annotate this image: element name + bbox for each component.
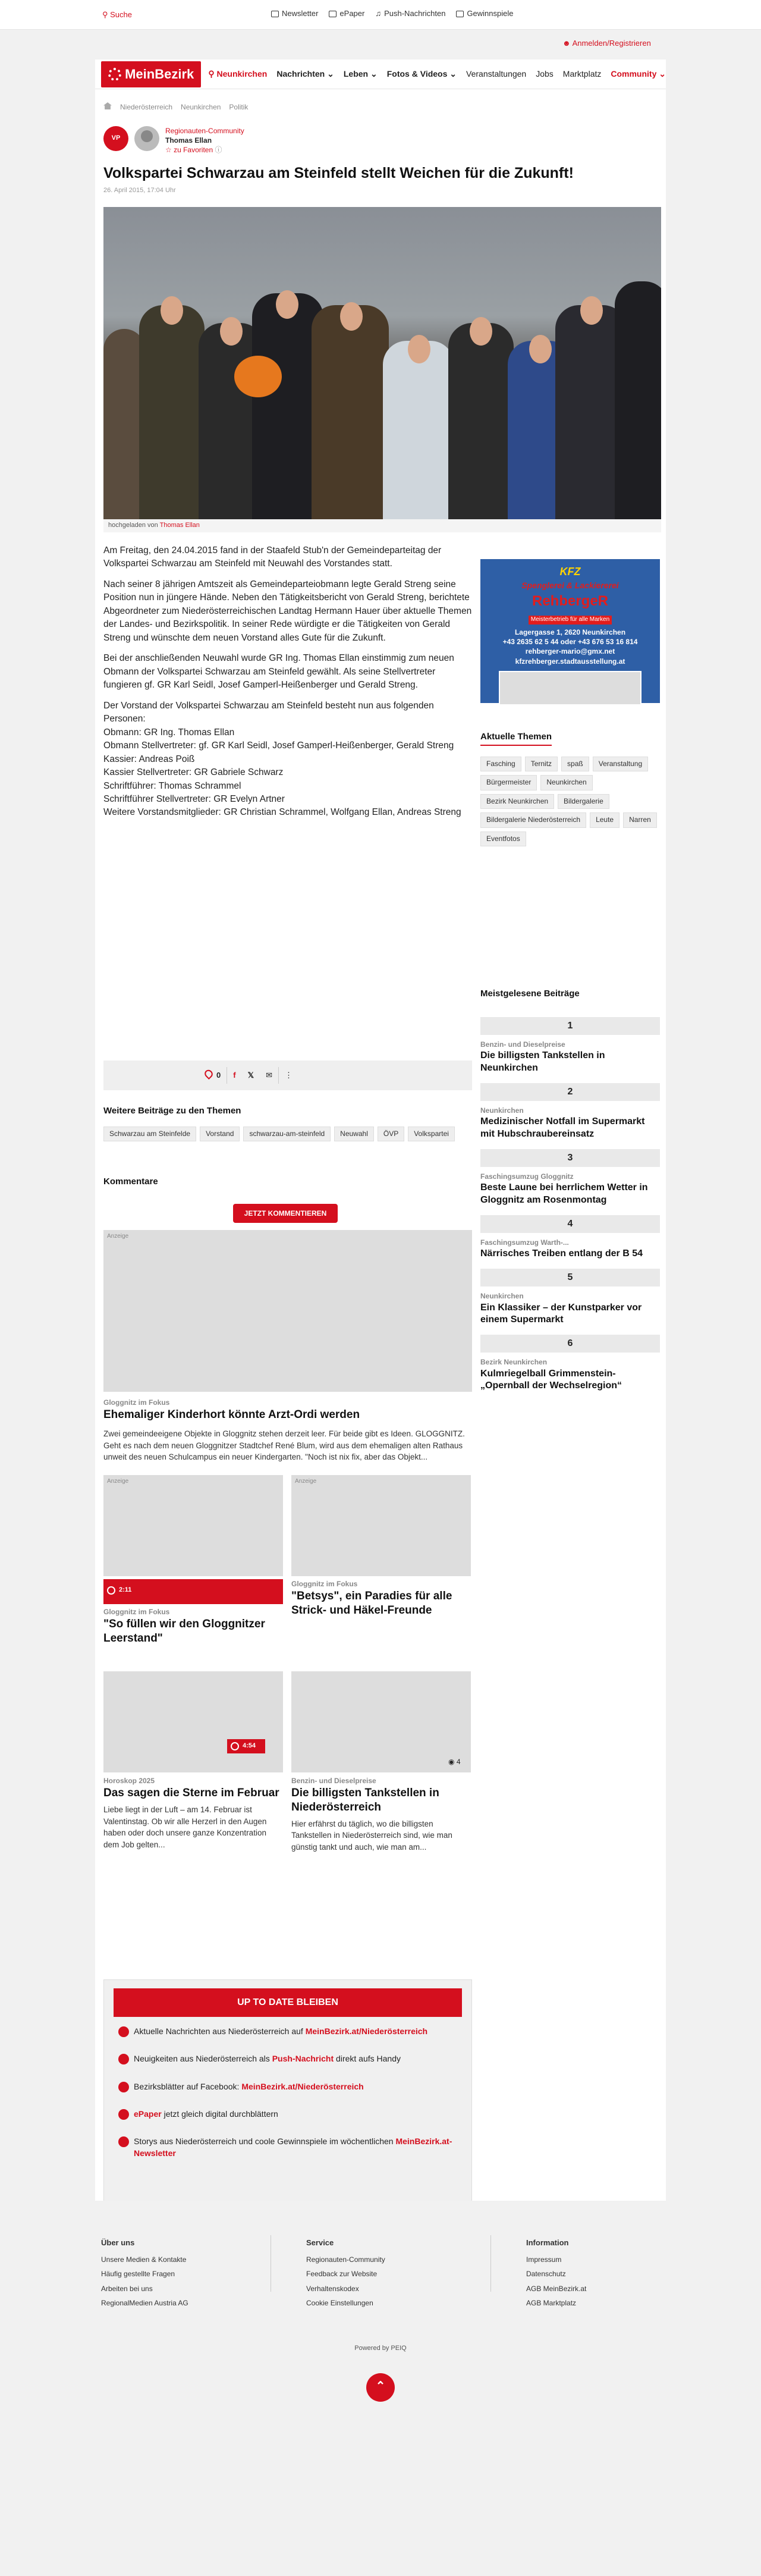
popular-item[interactable]: 6 Bezirk Neunkirchen Kulmriegelball Grimmenstein-„Opernball der Wechselregion“ [480,1335,660,1392]
like-button[interactable]: 0 [199,1070,227,1081]
popular-item[interactable]: 1 Benzin- und Dieselpreise Die billigsten Tankstellen in Neunkirchen [480,1017,660,1075]
article-date: 26. April 2015, 17:04 Uhr [103,187,176,194]
ad-photo [499,671,641,705]
nav-community[interactable]: Community ⌄ [611,69,666,79]
footer [0,2201,761,2576]
newsletter-link[interactable]: Newsletter [271,8,318,20]
party-logo: VP [103,126,128,151]
image-caption: hochgeladen von Thomas Ellan [103,519,661,532]
footer-link[interactable]: Impressum [526,2255,562,2264]
info-icon: ⓘ [215,146,222,155]
nav-jobs[interactable]: Jobs [536,69,554,79]
footer-col-service: Service Regionauten-Community Feedback zur Website Verhaltenskodex Cookie Einstellungen [306,2235,385,2311]
footer-link[interactable]: Regionauten-Community [306,2255,385,2264]
footer-link[interactable]: AGB MeinBezirk.at [526,2284,587,2293]
breadcrumb [103,102,248,112]
footer-link[interactable]: Unsere Medien & Kontakte [101,2255,187,2264]
main-nav [95,59,666,89]
nav-veranstaltungen[interactable]: Veranstaltungen [466,69,527,79]
chevron-up-icon: ⌃ [375,2380,386,2393]
topics-heading: Aktuelle Themen [480,730,552,746]
newsletter-row[interactable]: Aktuelle Nachrichten aus Niederösterreich auf MeinBezirk.at/Niederösterreich [118,2025,457,2037]
video-badge: 2:11 [103,1583,141,1598]
breadcrumb-item[interactable]: Neunkirchen [181,103,221,111]
teaser-card[interactable]: Horoskop 2025 Das sagen die Sterne im Februar Liebe liegt in der Luft – am 14. Februar ist Valentinstag. Ob wir alle Herzerl in den Augen haben oder doch unsere ganze Konzentration dem Job gelten... [103,1777,279,1849]
heart-icon [203,1068,214,1080]
topic-tag[interactable]: Leute [590,812,620,827]
nav-nachrichten[interactable]: Nachrichten ⌄ [276,69,334,79]
ad-slot[interactable]: Anzeige [291,1475,471,1576]
topic-tag[interactable]: spaß [561,757,589,771]
newsletter-row[interactable]: ePaper jetzt gleich digital durchblättern [118,2108,457,2120]
logo[interactable]: MeinBezirk [101,61,201,87]
logo-icon [118,2136,129,2147]
topic-tag[interactable]: Veranstaltung [593,757,648,771]
logo-icon [118,2109,129,2120]
post-tag[interactable]: Schwarzau am Steinfelde [103,1127,196,1141]
avatar[interactable] [134,126,159,151]
topic-tag[interactable]: Fasching [480,757,521,771]
more-posts-tags [103,1127,460,1141]
footer-col-info: Information Impressum Datenschutz AGB MeinBezirk.at AGB Marktplatz [526,2235,586,2311]
footer-col-about: Über uns Unsere Medien & Kontakte Häufig gestellte Fragen Arbeiten bei uns RegionalMedien Austria AG [101,2235,188,2311]
post-tag[interactable]: Neuwahl [334,1127,374,1141]
gift-icon [456,11,464,17]
epaper-link[interactable]: ePaper [329,8,364,20]
play-icon [107,1586,115,1595]
more-posts-heading: Weitere Beiträge zu den Themen [103,1106,241,1116]
topic-tag[interactable]: Eventfotos [480,832,526,846]
popular-item[interactable]: 4 Faschingsumzug Warth-... Närrisches Treiben entlang der B 54 [480,1215,660,1260]
share-bar [103,1060,472,1090]
newsletter-heading: UP TO DATE BLEIBEN [114,1988,462,2017]
ad-slot[interactable]: Anzeige [103,1230,472,1392]
topic-tag[interactable]: Neunkirchen [540,775,592,790]
teaser-card[interactable]: Gloggnitz im Fokus "So füllen wir den Gloggnitzer Leerstand" [103,1608,265,1645]
topic-tag[interactable]: Bezirk Neunkirchen [480,794,554,809]
favorite-button[interactable]: ☆ zu Favoriten ⓘ [165,146,222,155]
nav-fotos-videos[interactable]: Fotos & Videos ⌄ [386,69,457,79]
x-icon[interactable]: 𝕏 [247,1070,254,1080]
teaser-image[interactable] [103,1671,283,1772]
popular-item[interactable]: 2 Neunkirchen Medizinischer Notfall im Supermarkt mit Hubschraubereinsatz [480,1083,660,1141]
topic-tag[interactable]: Bildergalerie Niederösterreich [480,812,586,827]
caption-author-link[interactable]: Thomas Ellan [159,522,200,529]
post-tag[interactable]: schwarzau-am-steinfeld [243,1127,331,1141]
footer-link[interactable]: Häufig gestellte Fragen [101,2270,175,2279]
footer-link[interactable]: Verhaltenskodex [306,2284,359,2293]
camera-icon: ◉ [448,1758,457,1766]
epaper-icon [329,11,337,17]
powered-by[interactable]: Powered by PEIQ [354,2345,407,2352]
play-icon [231,1742,239,1750]
footer-link[interactable]: Cookie Einstellungen [306,2299,373,2308]
video-badge: 4:54 [227,1739,265,1753]
logo-icon [118,2082,129,2092]
post-tag[interactable]: Vorstand [200,1127,240,1141]
location-select[interactable]: ⚲ Neunkirchen [208,69,268,79]
photo-count: ◉ 4 [448,1758,461,1766]
logo-icon [108,68,121,81]
topic-tag[interactable]: Bürgermeister [480,775,537,790]
page-content [95,89,666,2201]
teaser-image[interactable] [291,1671,471,1772]
community-label[interactable]: Regionauten-Community [165,127,244,135]
newsletter-row[interactable]: Neuigkeiten aus Niederösterreich als Push-Nachricht direkt aufs Handy [118,2053,457,2064]
breadcrumb-item[interactable]: Niederösterreich [120,103,173,111]
newsletter-row[interactable]: Bezirksblätter auf Facebook: MeinBezirk.at/Niederösterreich [118,2081,457,2092]
sidebar-ad[interactable]: KFZ Spenglerei & Lackiererei RehbergeR Meisterbetrieb für alle Marken Lagergasse 1, 2620 Neunkirchen +43 2635 62 5 44 oder +43 676 53 16 814 rehberger-mario@gmx.net kfzrehberger.stadtausstellung.at [480,559,660,703]
top-bar [0,0,761,30]
nav-marktplatz[interactable]: Marktplatz [562,69,602,79]
popular-heading: Meistgelesene Beiträge [480,989,580,999]
logo-icon [118,2026,129,2037]
author-name[interactable]: Thomas Ellan [165,136,212,145]
bell-icon: ♫ [375,9,382,18]
top-links [271,8,513,20]
post-tag[interactable]: Volkspartei [408,1127,455,1141]
user-icon: ☻ [562,39,573,48]
logo-icon [118,2054,129,2064]
nav-leben[interactable]: Leben ⌄ [343,69,378,79]
article-paragraph: Am Freitag, den 24.04.2015 fand in der Staafeld Stub'n der Gemeindeparteitag der Volkspartei Schwarzau am Steinfeld mit Neuwahl des Vorstandes statt. [103,545,442,569]
breadcrumb-item[interactable]: Politik [229,103,249,111]
mail-icon [271,11,279,17]
teaser-card[interactable]: Gloggnitz im Fokus Ehemaliger Kinderhort könnte Arzt-Ordi werden Zwei gemeindeeigene Objekte in Gloggnitz stehen derzeit leer. Für beide gibt es Ideen. GLOGGNITZ. Geht es nach dem neuen Gloggnitzer Stadtchef René Blum, wird aus dem ehemaligen alten Rathaus unweit des neuen Schulcampus ein neuer Kindergarten. "Noch ist nix fix, aber das Objekt... [103,1398,465,1462]
footer-link[interactable]: Arbeiten bei uns [101,2284,153,2293]
author-box [103,126,244,155]
footer-link[interactable]: Datenschutz [526,2270,566,2279]
footer-link[interactable]: Feedback zur Website [306,2270,378,2279]
search-link[interactable]: ⚲ Suche [102,10,133,19]
teaser-card[interactable]: Benzin- und Dieselpreise Die billigsten Tankstellen in Niederösterreich Hier erfährst du täglich, wo die billigsten Tankstellen in Niederösterreich sind, wie man günstig tankt und auch, wie man am... [291,1777,452,1852]
teaser-card[interactable]: Gloggnitz im Fokus "Betsys", ein Paradies für alle Strick- und Häkel-Freunde [291,1580,452,1617]
article-title: Volkspartei Schwarzau am Steinfeld stellt Weichen für die Zukunft! [103,165,574,181]
topic-tag[interactable]: Ternitz [525,757,558,771]
newsletter-row[interactable]: Storys aus Niederösterreich und coole Gewinnspiele im wöchentlichen MeinBezirk.at-Newsletter [118,2135,457,2160]
more-options-icon[interactable]: ⋮ [284,1070,293,1080]
ad-slot[interactable]: Anzeige [103,1475,283,1576]
topics-tags [480,757,659,846]
post-tag[interactable]: ÖVP [378,1127,404,1141]
popular-item[interactable]: 3 Faschingsumzug Gloggnitz Beste Laune bei herrlichem Wetter in Gloggnitz am Rosenmontag [480,1149,660,1207]
article-paragraph: Nach seiner 8 jährigen Amtszeit als Gemeindeparteiobmann legte Gerald Streng seine Position nun in jüngere Hände. Neben den Tätigkeitsbericht von Gerald Streng, berichtete Abgeordneter zum Niederösterreichischen Landtag Hermann Hauer über aktuelle Themen der Landes- und Bezirkspolitik. In seiner Rede würdigte er die Tätigkeiten von Gerald Streng und wünschte dem neuen Vorstand alles Gute für die Zukunft. [103,579,472,643]
facebook-icon[interactable]: f [233,1070,236,1080]
push-link[interactable]: ♫ Push-Nachrichten [375,8,445,20]
mail-share-icon[interactable]: ✉ [266,1070,272,1080]
search-icon: ⚲ [102,10,111,19]
topic-tag[interactable]: Bildergalerie [558,794,609,809]
popular-item[interactable]: 5 Neunkirchen Ein Klassiker – der Kunstparker vor einem Supermarkt [480,1269,660,1326]
footer-link[interactable]: RegionalMedien Austria AG [101,2299,188,2308]
topic-tag[interactable]: Narren [623,812,657,827]
star-icon: ☆ [165,146,174,155]
comment-button[interactable]: JETZT KOMMENTIEREN [233,1204,338,1223]
gewinnspiele-link[interactable]: Gewinnspiele [456,8,513,20]
article-body [103,544,472,827]
popular-list [480,1017,660,1401]
article-paragraph: Bei der anschließenden Neuwahl wurde GR Ing. Thomas Ellan einstimmig zum neuen Obmann der Volkspartei Schwarzau am Steinfeld gewählt. Als seine Stellvertreter fungieren gf. GR Karl Seidl, Josef Gamperl-Heißenberger und Gerald Streng. [103,653,454,691]
comments-heading: Kommentare [103,1176,158,1187]
login-link[interactable]: ☻ Anmelden/Registrieren [562,39,651,48]
scroll-top-button[interactable] [366,2373,395,2402]
footer-link[interactable]: AGB Marktplatz [526,2299,577,2308]
home-icon[interactable] [103,102,112,109]
article-paragraph: Der Vorstand der Volkspartei Schwarzau am Steinfeld besteht nun aus folgenden Personen: Obmann: GR Ing. Thomas Ellan Obmann Stellvertreter: gf. GR Karl Seidl, Josef Gamperl-Heißenberger, Gerald Streng Kassier: Andreas Poiß Kassier Stellvertreter: GR Gabriele Schwarz Schriftführer: Thomas Schrammel Schriftführer Stellvertreter: GR Evelyn Artner Weitere Vorstandsmitglieder: GR Christian Schrammel, Wolfgang Ellan, Andreas Streng [103,700,461,818]
flower-bouquet [234,356,282,397]
article-image[interactable] [103,207,661,519]
